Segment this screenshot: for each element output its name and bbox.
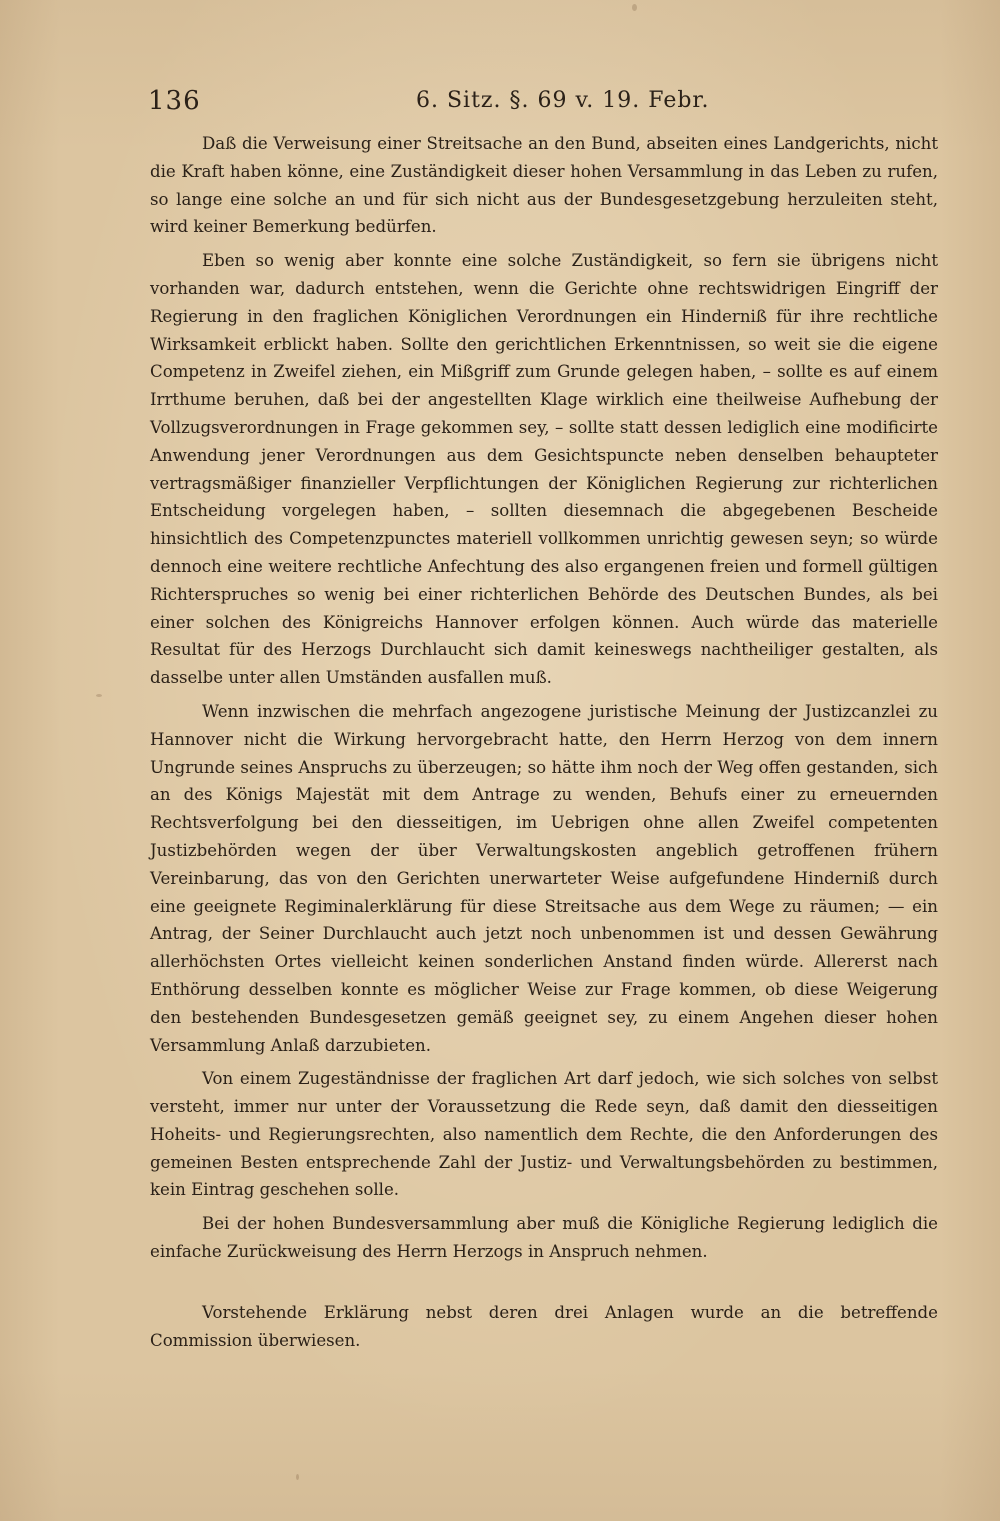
page-number: 136 [148, 86, 201, 116]
ink-spot [96, 694, 102, 697]
body-text [150, 130, 938, 1354]
paragraph: Eben so wenig aber konnte eine solche Zuständigkeit, so fern sie übrigens nicht vorhanden war, dadurch entstehen, wenn die Gerichte ohne rechtswidrigen Eingriff der Regierung in den fraglichen Königlichen Verordnungen ein Hinderniß für ihre rechtliche Wirksamkeit erblickt haben. Sollte den gerichtlichen Erkenntnissen, so weit sie die eigene Competenz in Zweifel ziehen, ein Mißgriff zum Grunde gelegen haben, – sollte es auf einem Irrthume beruhen, daß bei der angestellten Klage wirklich eine theilweise Aufhebung der Vollzugsverordnungen in Frage gekommen sey, – sollte statt dessen lediglich eine modificirte Anwendung jener Verordnungen aus dem Gesichtspuncte neben denselben behaupteter vertragsmäßiger finanzieller Verpflichtungen der Königlichen Regierung zur richterlichen Entscheidung vorgelegen haben, – sollten diesemnach die abgegebenen Bescheide hinsichtlich des Competenzpunctes materiell vollkommen unrichtig gewesen seyn; so würde dennoch eine weitere rechtliche Anfechtung des also ergangenen freien und formell gültigen Richterspruches so wenig bei einer richterlichen Behörde des Deutschen Bundes, als bei einer solchen des Königreichs Hannover erfolgen können. Auch würde das materielle Resultat für des Herzogs Durchlaucht sich damit keineswegs nachtheiliger gestalten, als dasselbe unter allen Umständen ausfallen muß. [150, 251, 938, 688]
ink-spot [296, 1474, 299, 1480]
running-title: 6. Sitz. §. 69 v. 19. Febr. [416, 88, 710, 113]
paragraph: Bei der hohen Bundesversammlung aber muß die Königliche Regierung lediglich die einfache Zurückweisung des Herrn Herzogs in Anspruch nehmen. [150, 1214, 938, 1262]
paragraph: Von einem Zugeständnisse der fraglichen Art darf jedoch, wie sich solches von selbst versteht, immer nur unter der Voraussetzung die Rede seyn, daß damit den diesseitigen Hoheits- und Regierungsrechten, also namentlich dem Rechte, die den Anforderungen des gemeinen Besten entsprechende Zahl der Justiz- und Verwaltungsbehörden zu bestimmen, kein Eintrag geschehen solle. [150, 1069, 938, 1200]
paragraph: Wenn inzwischen die mehrfach angezogene juristische Meinung der Justizcanzlei zu Hannover nicht die Wirkung hervorgebracht hatte, den Herrn Herzog von dem innern Ungrunde seines Anspruchs zu überzeugen; so hätte ihm noch der Weg offen gestanden, sich an des Königs Majestät mit dem Antrage zu wenden, Behufs einer zu erneuernden Rechtsverfolgung bei den diesseitigen, im Uebrigen ohne allen Zweifel competenten Justizbehörden wegen der über Verwaltungskosten angeblich getroffenen frühern Vereinbarung, das von den Gerichten unerwarteter Weise aufgefundene Hinderniß durch eine geeignete Regiminalerklärung für diese Streitsache aus dem Wege zu räumen; — ein Antrag, der Seiner Durchlaucht auch jetzt noch unbenommen ist und dessen Gewährung allerhöchsten Ortes vielleicht keinen sonderlichen Anstand finden würde. Allererst nach Enthörung desselben konnte es möglicher Weise zur Frage kommen, ob diese Weigerung den bestehenden Bundesgesetzen gemäß geeignet sey, zu einem Angehen dieser hohen Versammlung Anlaß darzubieten. [150, 701, 938, 1055]
closing-paragraph: Vorstehende Erklärung nebst deren drei Anlagen wurde an die betreffende Commission überwiesen. [150, 1302, 938, 1350]
page-header [148, 86, 938, 120]
paragraph: Daß die Verweisung einer Streitsache an den Bund, abseiten eines Landgerichts, nicht die Kraft haben könne, eine Zuständigkeit dieser hohen Versammlung in das Leben zu rufen, so lange eine solche an und für sich nicht aus der Bundesgesetzgebung herzuleiten steht, wird keiner Bemerkung bedürfen. [150, 134, 938, 237]
ink-spot [632, 4, 637, 11]
section-spacer [150, 1282, 938, 1283]
